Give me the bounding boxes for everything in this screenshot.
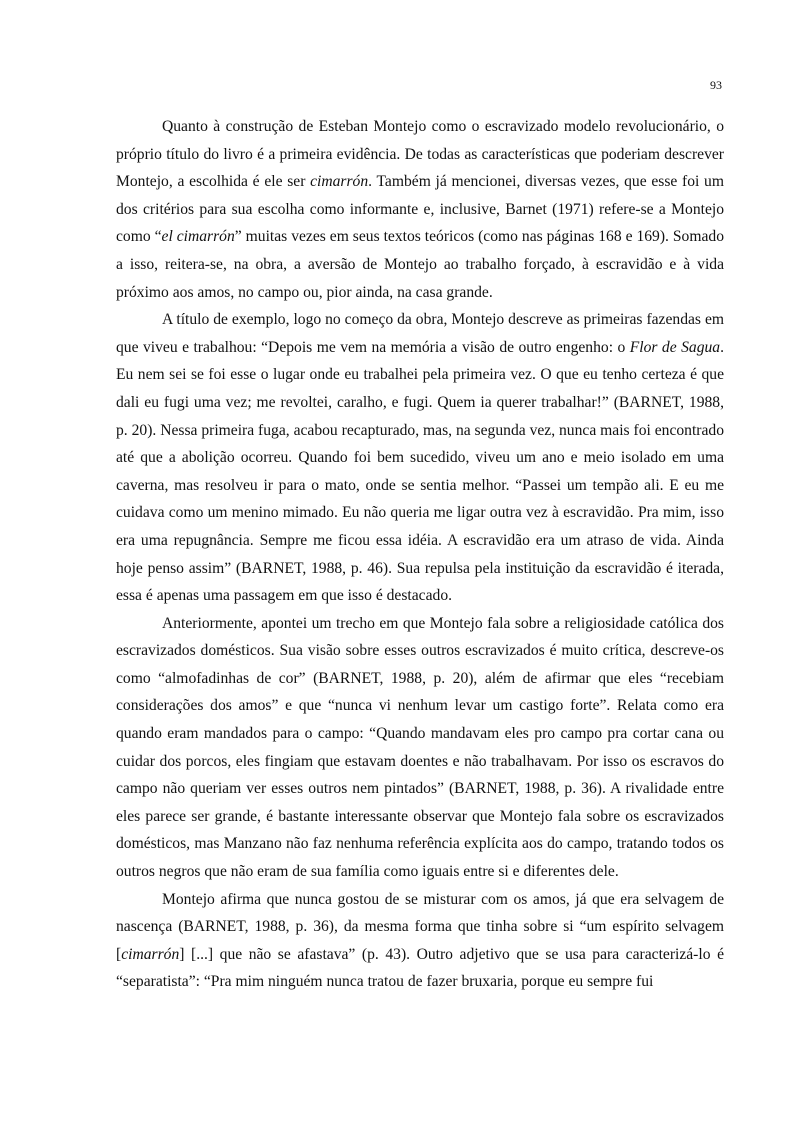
paragraph-4 <box>116 886 724 996</box>
text-run: A título de exemplo, logo no começo da obra, Montejo descreve as primeiras fazendas em que viveu e trabalhou: “Depois me vem na memória a visão de outro engenho: o <box>116 311 724 356</box>
text-run: ” muitas vezes em seus textos teóricos (como nas páginas 168 e 169). Somado a isso, reitera-se, na obra, a aversão de Montejo ao trabalho forçado, à escravidão e à vida próximo aos amos, no campo ou, pior ainda, na casa grande. <box>116 228 724 301</box>
text-run: Montejo afirma que nunca gostou de se misturar com os amos, já que era selvagem de nascença (BARNET, 1988, p. 36), da mesma forma que tinha sobre si “um espírito selvagem [ <box>116 890 724 963</box>
italic-term: Flor de Sagua <box>629 338 721 356</box>
paragraph-1 <box>116 113 724 306</box>
text-run: ] [...] que não se afastava” (p. 43). Outro adjetivo que se usa para caracterizá-lo é “separatista”: “Pra mim ninguém nunca tratou de fazer bruxaria, porque eu sempre fui <box>116 945 724 991</box>
text-run: Anteriormente, apontei um trecho em que Montejo fala sobre a religiosidade católica dos escravizados domésticos. Sua visão sobre esses outros escravizados é muito crítica, descreve-os como “almofadinhas de cor” (BARNET, 1988, p. 20), além de afirmar que eles “recebiam considerações dos amos” e que “nunca vi nenhum levar um castigo forte”. Relata como era quando eram mandados para o campo: “Quando mandavam eles pro campo pra cortar cana ou cuidar dos porcos, eles fingiam que estavam doentes e não trabalhavam. Por isso os escravos do campo não queriam ver esses outros nem pintados” (BARNET, 1988, p. 36). A rivalidade entre eles parece ser grande, é bastante interessante observar que Montejo fala sobre os escravizados domésticos, mas Manzano não faz nenhuma referência explícita aos do campo, tratando todos os outros negros que não eram de sua família como iguais entre si e diferentes dele. <box>116 614 724 881</box>
text-run: . Também já mencionei, diversas vezes, que esse foi um dos critérios para sua escolha como informante e, inclusive, Barnet (1971) refere-se a Montejo como “ <box>116 173 724 246</box>
body-text <box>116 113 724 996</box>
italic-term: cimarrón <box>121 945 180 963</box>
paragraph-3 <box>116 610 724 886</box>
page-number: 93 <box>710 78 722 92</box>
text-run: . Eu nem sei se foi esse o lugar onde eu trabalhei pela primeira vez. O que eu tenho certeza é que dali eu fugi uma vez; me revoltei, caralho, e fugi. Quem ia querer trabalhar!” (BARNET, 1988, p. 20). Nessa primeira fuga, acabou recapturado, mas, na segunda vez, nunca mais foi encontrado até que a abolição ocorreu. Quando foi bem sucedido, viveu um ano e meio isolado em uma caverna, mas resolveu ir para o mato, onde se sentia melhor. “Passei um tempão ali. E eu me cuidava como um menino mimado. Eu não queria me ligar outra vez à escravidão. Pra mim, isso era uma repugnância. Sempre me ficou essa idéia. A escravidão era um atraso de vida. Ainda hoje penso assim” (BARNET, 1988, p. 46). Sua repulsa pela instituição da escravidão é iterada, essa é apenas uma passagem em que isso é destacado. <box>116 338 724 605</box>
text-run: Quanto à construção de Esteban Montejo como o escravizado modelo revolucionário, o próprio título do livro é a primeira evidência. De todas as características que poderiam descrever Montejo, a escolhida é ele ser <box>116 118 724 191</box>
paragraph-2 <box>116 306 724 610</box>
italic-term: el cimarrón <box>161 228 235 246</box>
italic-term: cimarrón <box>310 173 369 191</box>
